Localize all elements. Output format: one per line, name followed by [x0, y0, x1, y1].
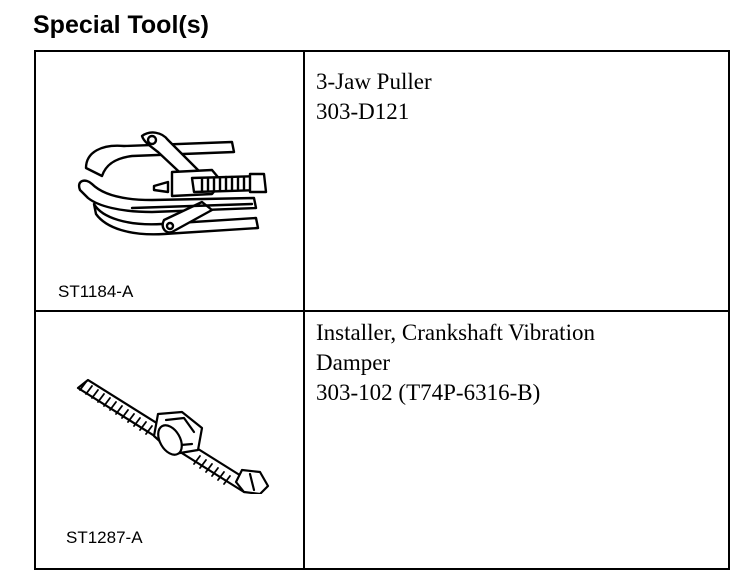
tool-name: Installer, Crankshaft Vibration [316, 320, 595, 345]
tool-description-cell [316, 312, 720, 568]
tool-description [316, 318, 595, 408]
tool-code: ST1184-A [58, 282, 134, 301]
threaded-installer-bolt-icon [72, 374, 272, 494]
special-tools-table [34, 50, 730, 570]
tool-number: 303-D121 [316, 99, 410, 124]
tool-row-damper-installer [36, 312, 728, 568]
tool-row-3-jaw-puller [36, 52, 728, 312]
tool-number: 303-102 (T74P-6316-B) [316, 380, 541, 405]
tool-image-cell [36, 312, 305, 568]
tool-image-cell [36, 52, 305, 310]
tool-code: ST1287-A [66, 528, 143, 547]
page-title: Special Tool(s) [33, 11, 209, 39]
tool-description-cell [316, 52, 720, 310]
three-jaw-puller-icon [72, 128, 272, 288]
tool-description [316, 67, 432, 127]
tool-name: 3-Jaw Puller [316, 69, 432, 94]
tool-name-continued: Damper [316, 350, 391, 375]
